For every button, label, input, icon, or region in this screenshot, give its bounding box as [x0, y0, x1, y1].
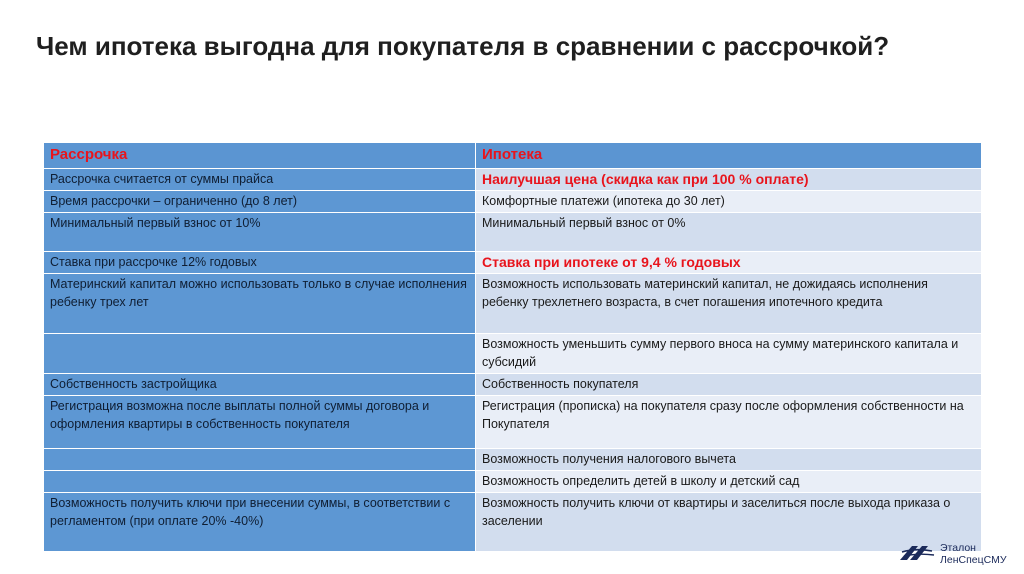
installment-cell: Регистрация возможна после выплаты полной суммы договора и оформления квартиры в собственность покупателя	[44, 396, 476, 449]
header-mortgage: Ипотека	[476, 143, 982, 169]
table-row	[44, 471, 982, 493]
installment-cell: Материнский капитал можно использовать только в случае исполнения ребенку трех лет	[44, 274, 476, 334]
mortgage-cell: Возможность использовать материнский капитал, не дожидаясь исполнения ребенку трехлетнего возраста, в счет погашения ипотечного кредита	[476, 274, 982, 334]
mortgage-cell: Возможность определить детей в школу и детский сад	[476, 471, 982, 493]
installment-cell: Время рассрочки – ограниченно (до 8 лет)	[44, 191, 476, 213]
table-row	[44, 169, 982, 191]
mortgage-cell: Возможность получения налогового вычета	[476, 449, 982, 471]
table-row	[44, 191, 982, 213]
installment-cell: Минимальный первый взнос от 10%	[44, 213, 476, 252]
table-row	[44, 449, 982, 471]
installment-cell: Рассрочка считается от суммы прайса	[44, 169, 476, 191]
mortgage-cell: Ставка при ипотеке от 9,4 % годовых	[476, 252, 982, 274]
page-title: Чем ипотека выгодна для покупателя в сравнении с рассрочкой?	[36, 31, 890, 61]
table-row	[44, 396, 982, 449]
mortgage-cell: Наилучшая цена (скидка как при 100 % оплате)	[476, 169, 982, 191]
comparison-table	[43, 142, 982, 552]
company-logo	[898, 540, 1018, 570]
mortgage-cell: Комфортные платежи (ипотека до 30 лет)	[476, 191, 982, 213]
mortgage-cell: Возможность получить ключи от квартиры и заселиться после выхода приказа о заселении	[476, 493, 982, 552]
header-installment: Рассрочка	[44, 143, 476, 169]
logo-line-2: ЛенСпецСМУ	[940, 554, 1007, 566]
table-row	[44, 334, 982, 374]
mortgage-cell: Собственность покупателя	[476, 374, 982, 396]
logo-line-1: Эталон	[940, 542, 976, 554]
installment-cell: Собственность застройщика	[44, 374, 476, 396]
installment-cell	[44, 471, 476, 493]
table-row	[44, 374, 982, 396]
table-body	[44, 169, 982, 552]
installment-cell: Возможность получить ключи при внесении суммы, в соответствии с регламентом (при оплате 20% -40%)	[44, 493, 476, 552]
mortgage-cell: Регистрация (прописка) на покупателя сразу после оформления собственности на Покупателя	[476, 396, 982, 449]
installment-cell	[44, 334, 476, 374]
table-header-row	[44, 143, 982, 169]
mortgage-cell: Возможность уменьшить сумму первого вноса на сумму материнского капитала и субсидий	[476, 334, 982, 374]
company-logo-icon	[898, 542, 936, 564]
installment-cell: Ставка при рассрочке 12% годовых	[44, 252, 476, 274]
table-row	[44, 213, 982, 252]
installment-cell	[44, 449, 476, 471]
mortgage-cell: Минимальный первый взнос от 0%	[476, 213, 982, 252]
table-row	[44, 274, 982, 334]
table-row	[44, 252, 982, 274]
table-row	[44, 493, 982, 552]
